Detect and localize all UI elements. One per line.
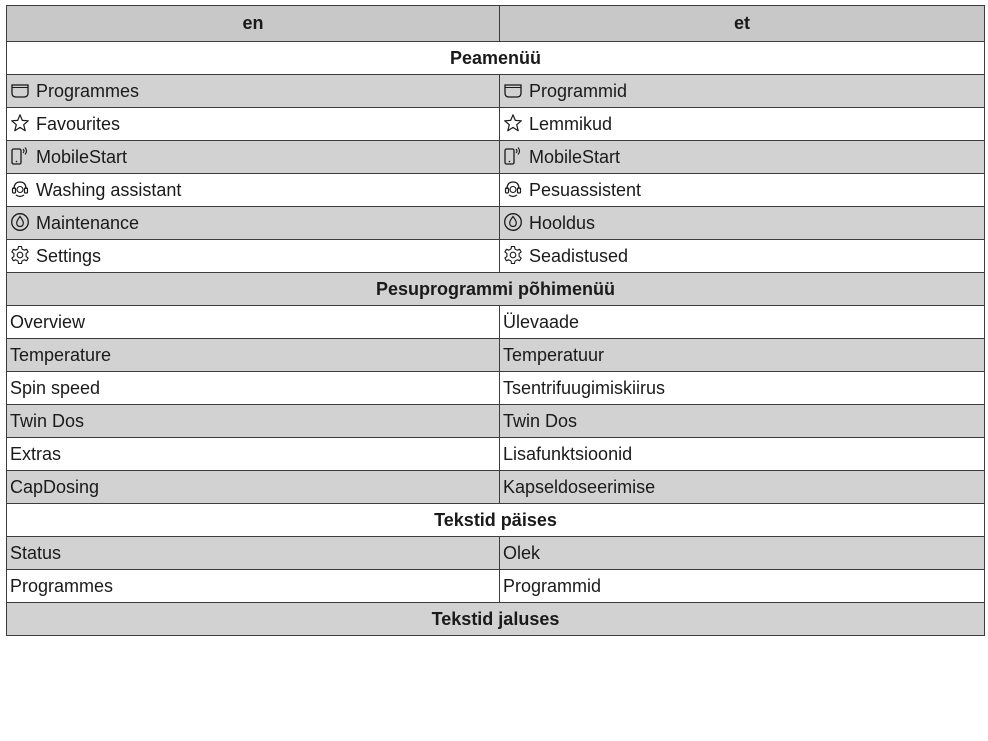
cell-text: Lemmikud (529, 114, 613, 134)
cell-en (7, 240, 500, 273)
column-header-en: en (7, 6, 500, 42)
cell-en: Status (7, 537, 500, 570)
cell-text: Settings (36, 246, 102, 266)
cell-et (500, 108, 985, 141)
cell-et (500, 207, 985, 240)
cell-et (500, 141, 985, 174)
cell-et: Kapseldoseerimise (500, 471, 985, 504)
cell-en: Twin Dos (7, 405, 500, 438)
cell-text: Maintenance (36, 213, 140, 233)
cell-text: MobileStart (529, 147, 621, 167)
cell-text: Favourites (36, 114, 121, 134)
section-row-wash-menu (7, 273, 985, 306)
cell-et: Lisafunktsioonid (500, 438, 985, 471)
table-row (7, 207, 985, 240)
cell-en: Spin speed (7, 372, 500, 405)
cell-en (7, 141, 500, 174)
gear-icon (503, 245, 523, 265)
cell-et: Programmid (500, 570, 985, 603)
section-title: Pesuprogrammi põhimenüü (7, 273, 985, 306)
table-row (7, 405, 985, 438)
section-title: Tekstid päises (7, 504, 985, 537)
cell-et (500, 75, 985, 108)
star-icon (503, 113, 523, 133)
cell-et: Olek (500, 537, 985, 570)
cell-et: Ülevaade (500, 306, 985, 339)
star-icon (10, 113, 30, 133)
section-row-header-texts (7, 504, 985, 537)
cell-text: MobileStart (36, 147, 128, 167)
cell-text: Washing assistant (36, 180, 182, 200)
table-row (7, 438, 985, 471)
cell-en (7, 108, 500, 141)
cell-en (7, 174, 500, 207)
cell-text: Seadistused (529, 246, 629, 266)
section-row-footer-texts (7, 603, 985, 636)
table-row (7, 75, 985, 108)
drop-circle-icon (10, 212, 30, 232)
section-row-main-menu (7, 42, 985, 75)
mobile-signal-icon (10, 146, 30, 166)
cell-text: Pesuassistent (529, 180, 642, 200)
table-row (7, 570, 985, 603)
drop-circle-icon (503, 212, 523, 232)
tub-icon (503, 80, 523, 100)
table-header-row (7, 6, 985, 42)
cell-en: CapDosing (7, 471, 500, 504)
cell-en: Overview (7, 306, 500, 339)
cell-text: Programmid (529, 81, 628, 101)
cell-et: Temperatuur (500, 339, 985, 372)
table-row (7, 108, 985, 141)
cell-et (500, 174, 985, 207)
assistant-icon (503, 179, 523, 199)
translation-table (6, 5, 985, 636)
section-title: Peamenüü (7, 42, 985, 75)
section-title: Tekstid jaluses (7, 603, 985, 636)
table-row (7, 174, 985, 207)
table-row (7, 240, 985, 273)
table-row (7, 306, 985, 339)
assistant-icon (10, 179, 30, 199)
cell-en: Extras (7, 438, 500, 471)
table-row (7, 339, 985, 372)
column-header-et: et (500, 6, 985, 42)
cell-text: Programmes (36, 81, 140, 101)
cell-en (7, 75, 500, 108)
table-row (7, 537, 985, 570)
gear-icon (10, 245, 30, 265)
tub-icon (10, 80, 30, 100)
cell-et (500, 240, 985, 273)
table-row (7, 471, 985, 504)
mobile-signal-icon (503, 146, 523, 166)
cell-en: Programmes (7, 570, 500, 603)
cell-en: Temperature (7, 339, 500, 372)
table-row (7, 372, 985, 405)
cell-en (7, 207, 500, 240)
table-row (7, 141, 985, 174)
cell-text: Hooldus (529, 213, 596, 233)
cell-et: Twin Dos (500, 405, 985, 438)
cell-et: Tsentrifuugimiskiirus (500, 372, 985, 405)
